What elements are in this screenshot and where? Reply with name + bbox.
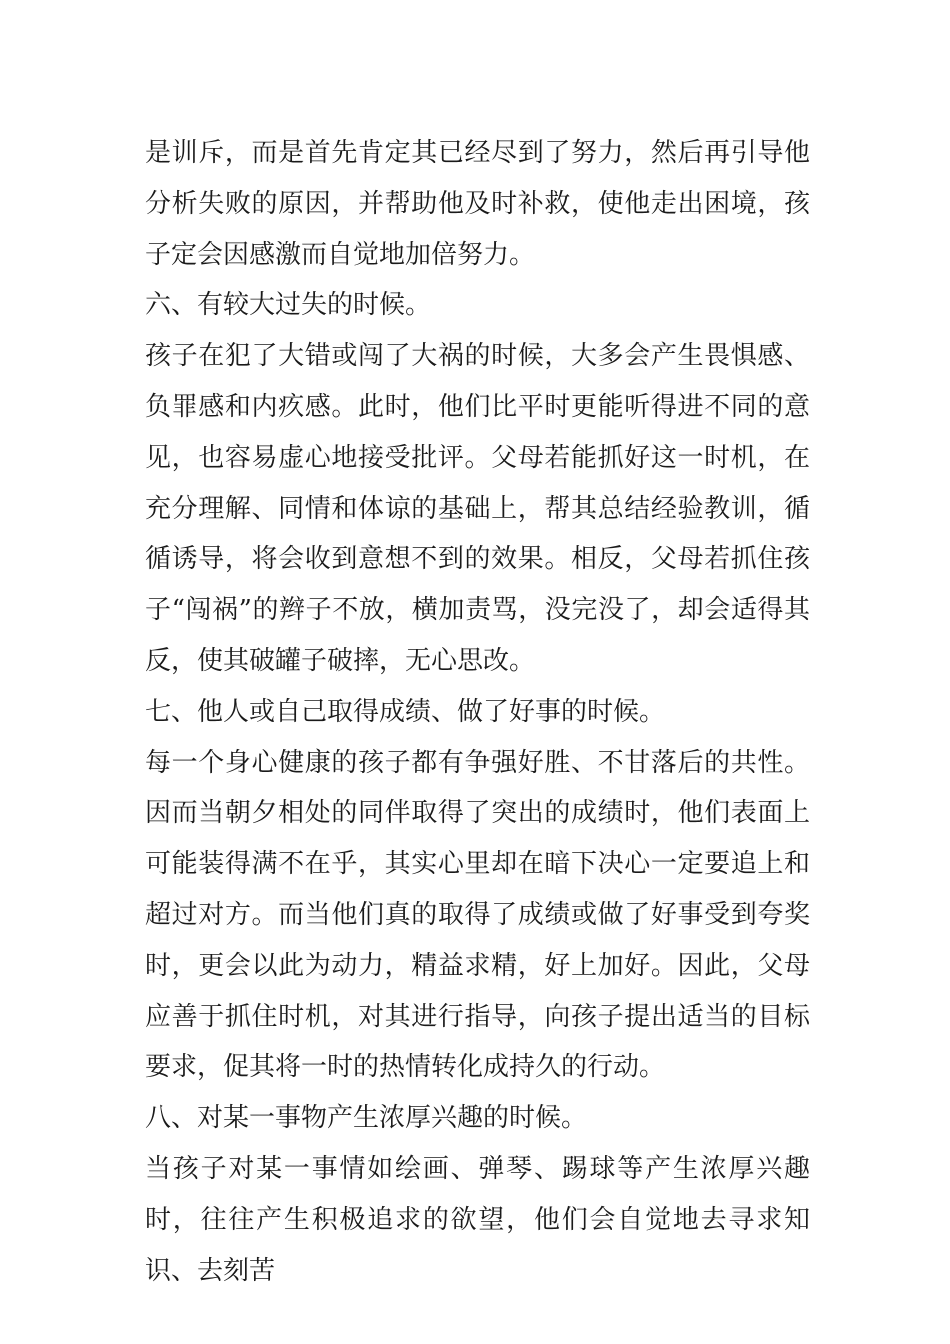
paragraph-section-7: 每一个身心健康的孩子都有争强好胜、不甘落后的共性。因而当朝夕相处的同伴取得了突出的成绩时，他们表面上可能装得满不在乎，其实心里却在暗下决心一定要追上和超过对方。而当他们真的取得了成绩或做了好事受到夸奖时，更会以此为动力，精益求精，好上加好。因此，父母应善于抓住时机，对其进行指导，向孩子提出适当的目标要求，促其将一时的热情转化成持久的行动。: [145, 747, 810, 1083]
section-heading-7: 七、他人或自己取得成绩、做了好事的时候。: [145, 696, 666, 727]
section-heading-8: 八、对某一事物产生浓厚兴趣的时候。: [145, 1103, 588, 1134]
paragraph-section-8: 当孩子对某一事情如绘画、弹琴、踢球等产生浓厚兴趣时，往往产生积极追求的欲望，他们会自觉地去寻求知识、去刻苦: [145, 1153, 810, 1286]
paragraph-continuation: 是训斥，而是首先肯定其已经尽到了努力，然后再引导他分析失败的原因，并帮助他及时补救，使他走出困境，孩子定会因感激而自觉地加倍努力。: [145, 138, 810, 270]
paragraph-section-6: 孩子在犯了大错或闯了大祸的时候，大多会产生畏惧感、负罪感和内疚感。此时，他们比平时更能听得进不同的意见，也容易虚心地接受批评。父母若能抓好这一时机，在充分理解、同情和体谅的基础上，帮其总结经验教训，循循诱导，将会收到意想不到的效果。相反，父母若抓住孩子“闯祸”的辫子不放，横加责骂，没完没了，却会适得其反，使其破罐子破摔，无心思改。: [145, 341, 810, 676]
section-heading-6: 六、有较大过失的时候。: [145, 290, 432, 321]
document-body: [145, 128, 810, 1296]
